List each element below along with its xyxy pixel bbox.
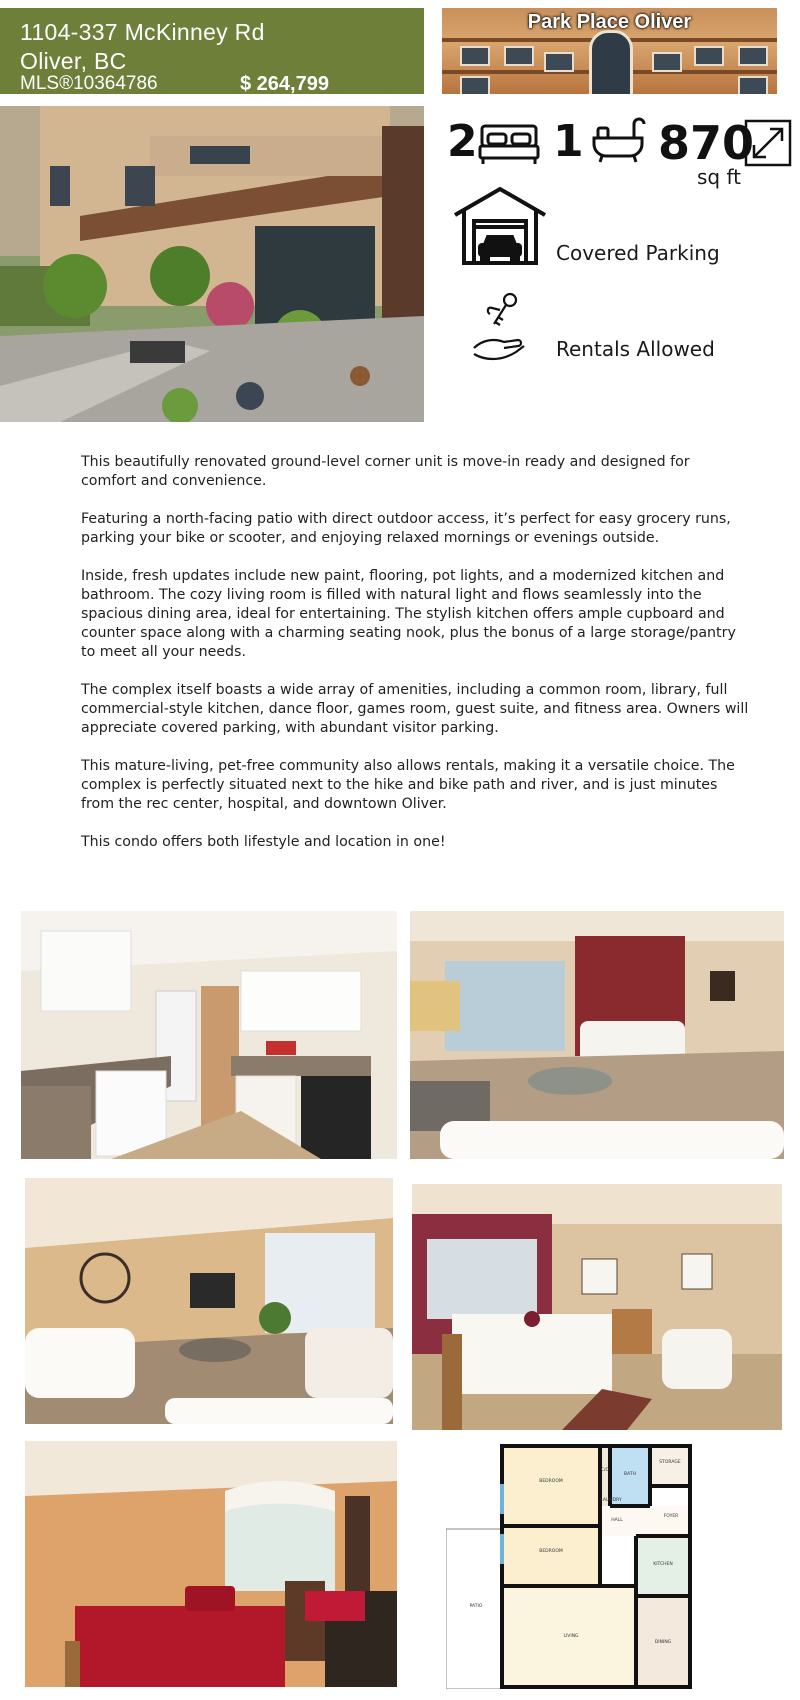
mls-number: MLS®10364786 [20,73,158,94]
complex-name: Park Place Oliver [527,11,692,33]
floorplan-room-label: BATH [624,1472,636,1477]
description-paragraph: This beautifully renovated ground-level corner unit is move-in ready and designed for comfort and convenience. [81,454,690,489]
listing-header [0,8,424,94]
floorplan-room-label: LAUNDRY [600,1498,622,1503]
bedroom-photo [412,1184,782,1430]
floorplan-room-label: BEDROOM [539,1549,563,1554]
description-paragraph: Featuring a north-facing patio with direct outdoor access, it’s perfect for easy grocery runs, parking your bike or scooter, and enjoying relaxed mornings or evenings outside. [81,511,731,546]
floorplan-room-label: DINING [654,1640,672,1645]
rentals-feature-label: Rentals Allowed [556,337,715,361]
listing-description [81,453,749,871]
parking-feature-label: Covered Parking [556,241,720,265]
living-room-photo [410,911,784,1159]
address-line-1: 1104-337 McKinney Rd [20,19,265,45]
bedroom-count: 2 [447,116,478,167]
listing-price: $ 264,799 [240,73,329,95]
floorplan [446,1444,716,1689]
bed-icon [478,122,540,170]
floorplan-room-label: HALL [611,1518,623,1523]
description-paragraph: This condo offers both lifestyle and location in one! [81,834,446,850]
bathtub-icon [590,116,646,168]
living-room-photo-2 [25,1178,393,1424]
description-paragraph: The complex itself boasts a wide array of amenities, including a common room, library, full commercial-style kitchen, dance floor, games room, guest suite, and fitness area. Owners will appreciate covered parking, with abundant visitor parking. [81,682,749,736]
expand-area-icon [744,119,792,171]
key-in-hand-icon [470,290,530,370]
floorplan-room-label: LIVING [563,1634,579,1639]
floorplan-room-label: STORAGE [659,1460,681,1465]
floorplan-room-label: C/O [600,1468,610,1473]
bathroom-count: 1 [553,116,584,167]
bedroom-photo-2 [25,1441,397,1687]
garage-icon [452,185,548,269]
description-paragraph: This mature-living, pet-free community also allows rentals, making it a versatile choice. The complex is perfectly situated next to the hike and bike path and river, and is just minutes from the rec center, hospital, and downtown Oliver. [81,758,735,812]
floorplan-room-label: BEDROOM [539,1479,563,1484]
building-banner-photo [442,8,777,94]
square-feet: 870 [658,116,755,170]
address-line-2: Oliver, BC [20,48,127,74]
square-feet-unit: sq ft [697,165,742,189]
floorplan-room-label: PATIO [469,1604,483,1609]
floorplan-room-label: FOYER [663,1514,679,1519]
description-paragraph: Inside, fresh updates include new paint, flooring, pot lights, and a modernized kitchen and bathroom. The cozy living room is filled with natural light and flows seamlessly into the spacious dining area, ideal for entertaining. The stylish kitchen offers ample cupboard and counter space along with a charming seating nook, plus the bonus of a large storage/pantry to meet all your needs. [81,568,736,660]
floorplan-room-label: KITCHEN [653,1562,673,1567]
kitchen-photo [21,911,397,1159]
hero-exterior-photo [0,106,424,422]
